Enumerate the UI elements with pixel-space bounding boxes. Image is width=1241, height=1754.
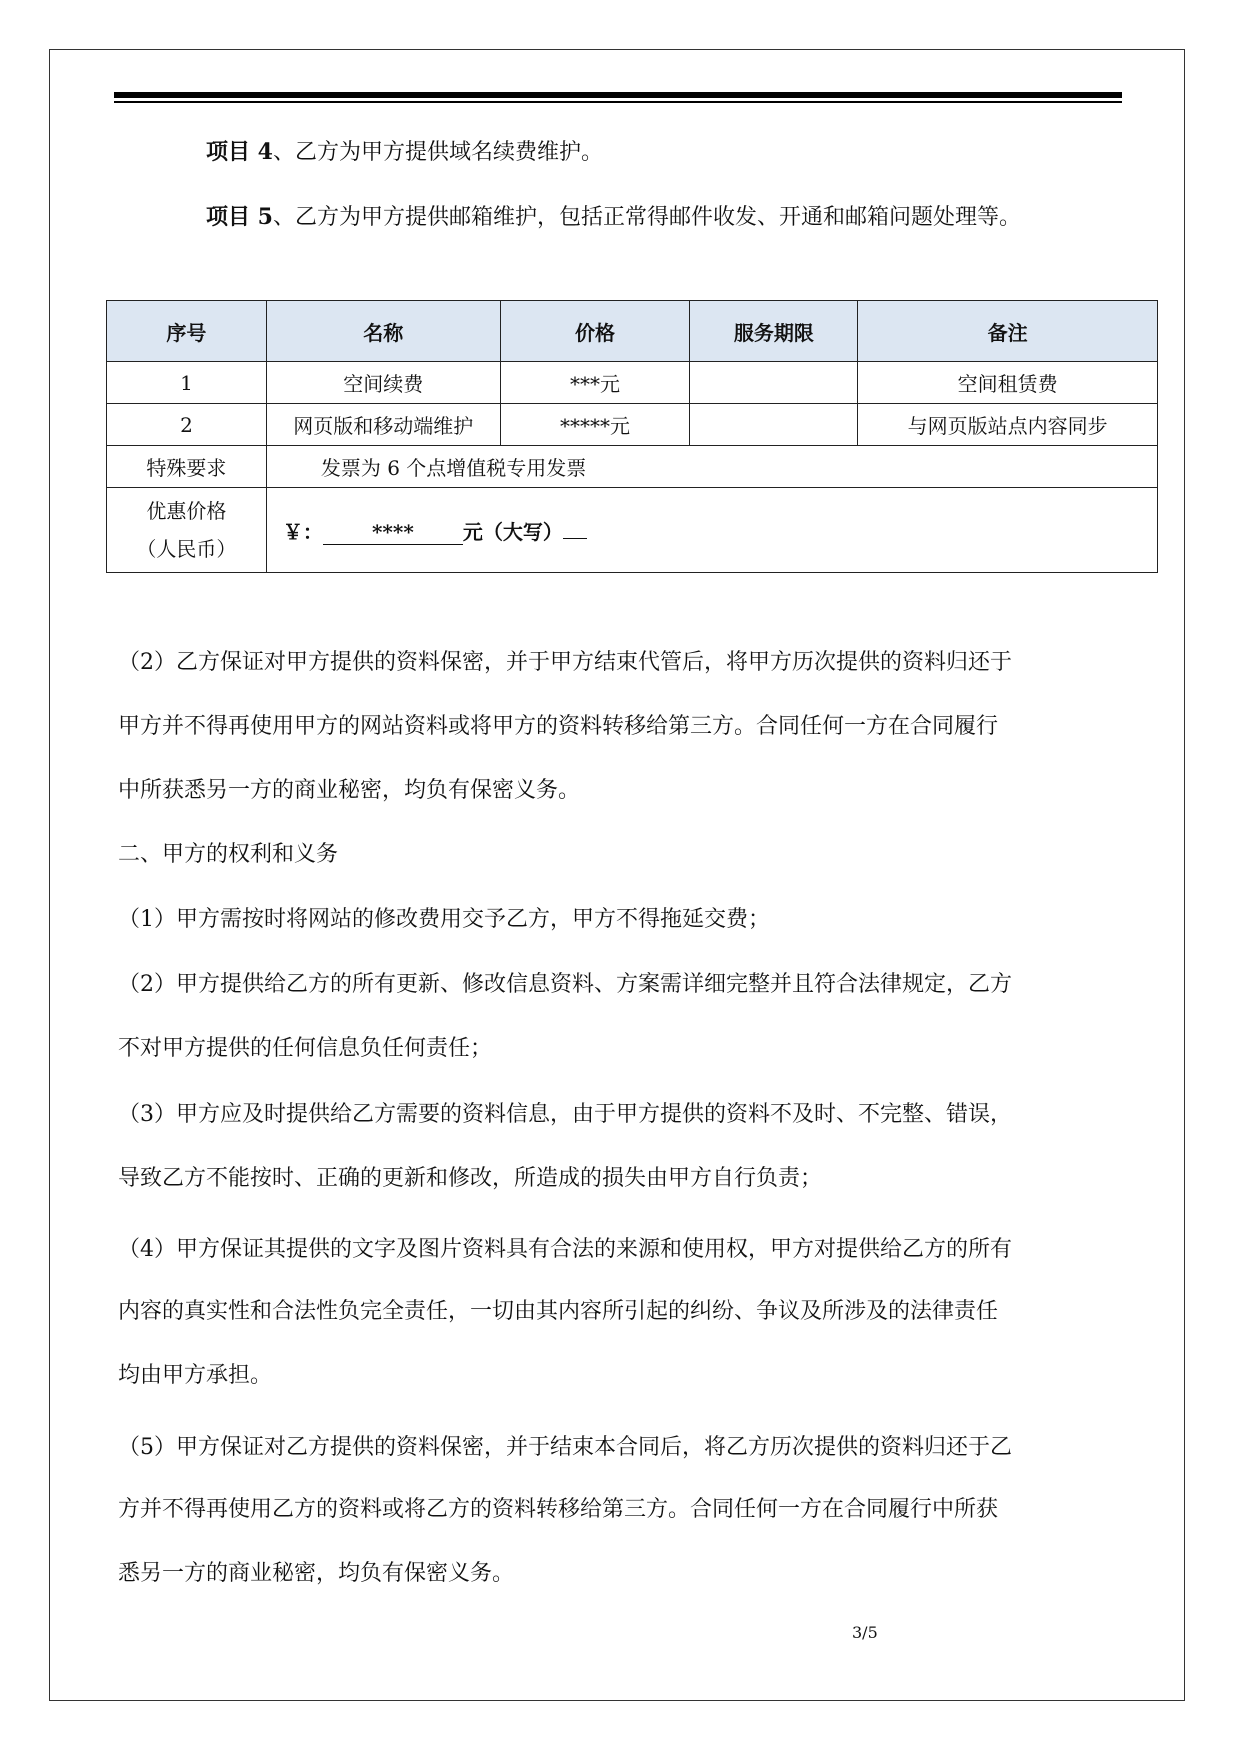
item-5-line [206,202,1021,233]
paragraph-line: （1）甲方需按时将网站的修改费用交予乙方，甲方不得拖延交费； [118,907,770,932]
paragraph-line: 甲方并不得再使用甲方的网站资料或将甲方的资料转移给第三方。合同任何一方在合同履行 [118,714,999,739]
row-price: *****元 [500,404,690,446]
amount-in-words-blank [563,538,587,539]
paragraph-line: 中所获悉另一方的商业秘密，均负有保密义务。 [118,778,581,803]
row-note: 空间租赁费 [858,362,1158,404]
paragraph-line: （5）甲方保证对乙方提供的资料保密，并于结束本合同后，将乙方历次提供的资料归还于乙 [118,1435,1013,1460]
row-no: 1 [107,362,267,404]
row-term [690,404,858,446]
item-4-line [206,137,603,168]
header-no: 序号 [107,301,267,362]
service-table [106,300,1158,573]
paragraph-line: （2）甲方提供给乙方的所有更新、修改信息资料、方案需详细完整并且符合法律规定，乙方 [118,972,1013,997]
amount-suffix: 元（大写） [462,519,563,544]
paragraph-line: 方并不得再使用乙方的资料或将乙方的资料转移给第三方。合同任何一方在合同履行中所获 [118,1497,999,1522]
special-requirement-label: 特殊要求 [107,446,267,488]
row-note: 与网页版站点内容同步 [858,404,1158,446]
header-name: 名称 [266,301,500,362]
page-number: 3/5 [852,1623,878,1642]
item-5-text: 、乙方为甲方提供邮箱维护，包括正常得邮件收发、开通和邮箱问题处理等。 [272,205,1021,230]
discount-price-currency-label: （人民币） [136,537,237,561]
special-requirement-text: 发票为 6 个点增值税专用发票 [266,446,1157,488]
currency-prefix: ￥： [282,519,323,544]
paragraph-line: 导致乙方不能按时、正确的更新和修改，所造成的损失由甲方自行负责； [118,1166,823,1191]
discount-price-label-cell [107,488,267,573]
section-heading: 二、甲方的权利和义务 [118,842,339,867]
row-term [690,362,858,404]
row-name: 网页版和移动端维护 [266,404,500,446]
item-5-label: 项目 5 [206,204,273,230]
row-name: 空间续费 [266,362,500,404]
header-note: 备注 [858,301,1158,362]
table-header-row [107,301,1158,362]
paragraph-line: （2）乙方保证对甲方提供的资料保密，并于甲方结束代管后，将甲方历次提供的资料归还于 [118,650,1013,675]
header-rule-thin [114,101,1122,103]
row-price: ***元 [500,362,690,404]
header-price: 价格 [500,301,690,362]
discount-amount: **** [323,520,463,545]
table-row [107,404,1158,446]
header-term: 服务期限 [690,301,858,362]
table-row [107,362,1158,404]
special-requirement-row [107,446,1158,488]
paragraph-line: 均由甲方承担。 [118,1363,273,1388]
discount-price-value-cell [266,488,1157,573]
discount-price-row [107,488,1158,573]
paragraph-line: 不对甲方提供的任何信息负任何责任； [118,1036,493,1061]
paragraph-line: 悉另一方的商业秘密，均负有保密义务。 [118,1561,515,1586]
header-rule-thick [114,92,1122,98]
paragraph-line: 内容的真实性和合法性负完全责任，一切由其内容所引起的纠纷、争议及所涉及的法律责任 [118,1299,999,1324]
item-4-text: 、乙方为甲方提供域名续费维护。 [272,140,603,165]
paragraph-line: （4）甲方保证其提供的文字及图片资料具有合法的来源和使用权，甲方对提供给乙方的所有 [118,1237,1013,1262]
item-4-label: 项目 4 [206,139,273,165]
paragraph-line: （3）甲方应及时提供给乙方需要的资料信息，由于甲方提供的资料不及时、不完整、错误， [118,1102,1013,1127]
row-no: 2 [107,404,267,446]
discount-price-label: 优惠价格 [146,499,227,523]
